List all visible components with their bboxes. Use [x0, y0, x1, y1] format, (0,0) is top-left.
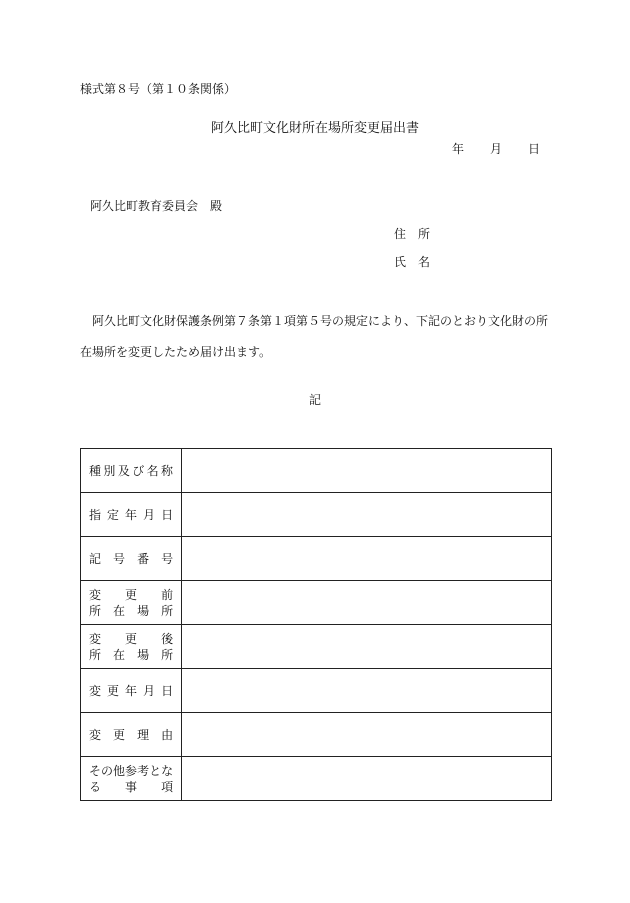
row-label-char: 別 — [103, 463, 116, 478]
row-label-char: 指 — [89, 507, 102, 522]
row-label-line — [89, 683, 173, 699]
applicant-name-label: 氏 名 — [394, 255, 431, 269]
row-label-char: 項 — [161, 779, 174, 794]
row-label-char: 月 — [143, 507, 156, 522]
form-number: 様式第８号（第１０条関係） — [80, 82, 237, 96]
row-label-char: 考 — [137, 763, 150, 778]
row-label-char: 場 — [137, 647, 150, 662]
row-label-char: そ — [89, 763, 102, 778]
row-label-char: 日 — [161, 507, 174, 522]
applicant-address-label: 住 所 — [394, 227, 431, 241]
date-day-label: 日 — [528, 142, 541, 156]
row-label-char: 称 — [161, 463, 174, 478]
row-value-field[interactable] — [182, 449, 552, 493]
row-label-char: 所 — [89, 603, 102, 618]
row-label-char: 年 — [125, 683, 138, 698]
row-label — [81, 493, 182, 537]
notification-body — [80, 306, 550, 368]
row-label-char: 在 — [113, 603, 126, 618]
row-label-char: 記 — [89, 551, 102, 566]
row-label-char: と — [149, 763, 162, 778]
row-label-char: 場 — [137, 603, 150, 618]
row-label-char: な — [161, 763, 174, 778]
row-label-char: 変 — [89, 631, 102, 646]
row-value-field[interactable] — [182, 669, 552, 713]
row-label — [81, 581, 182, 625]
row-label — [81, 449, 182, 493]
row-label-line — [89, 779, 173, 795]
row-label-line — [89, 603, 173, 619]
row-label-char: 更 — [125, 631, 138, 646]
date-month-label: 月 — [490, 142, 503, 156]
row-label — [81, 713, 182, 757]
row-label-line — [89, 727, 173, 743]
table-row — [81, 537, 552, 581]
row-value-field[interactable] — [182, 537, 552, 581]
row-label-line — [89, 631, 173, 647]
row-label-char: 前 — [161, 587, 174, 602]
row-label-char: 名 — [146, 463, 159, 478]
row-value-field[interactable] — [182, 713, 552, 757]
row-value-field[interactable] — [182, 625, 552, 669]
row-label — [81, 757, 182, 801]
row-label-char: る — [89, 779, 102, 794]
row-label-line — [89, 463, 173, 479]
row-label-line — [89, 507, 173, 523]
row-label-line — [89, 647, 173, 663]
date-line — [452, 140, 540, 157]
row-value-field[interactable] — [182, 493, 552, 537]
table-row — [81, 449, 552, 493]
row-label-line — [89, 587, 173, 603]
table-row — [81, 713, 552, 757]
row-label — [81, 537, 182, 581]
ki-heading: 記 — [308, 393, 321, 407]
table-row — [81, 625, 552, 669]
row-label-char: 番 — [137, 551, 150, 566]
row-label-char: 所 — [161, 647, 174, 662]
row-label — [81, 669, 182, 713]
row-label-char: び — [132, 463, 145, 478]
row-label-char: 在 — [113, 647, 126, 662]
date-year-label: 年 — [452, 142, 465, 156]
row-label-char: 他 — [113, 763, 126, 778]
row-label-char: 変 — [89, 587, 102, 602]
table-row — [81, 669, 552, 713]
table-row — [81, 757, 552, 801]
record-table — [80, 448, 552, 801]
row-label-char: 後 — [161, 631, 174, 646]
table-row — [81, 581, 552, 625]
row-label-char: 及 — [117, 463, 130, 478]
row-label-char: 所 — [161, 603, 174, 618]
row-label-char: 年 — [125, 507, 138, 522]
row-label-char: 更 — [113, 727, 126, 742]
row-label-char: 由 — [161, 727, 174, 742]
row-label-char: 種 — [89, 463, 102, 478]
table-row — [81, 493, 552, 537]
row-label-char: 参 — [125, 763, 138, 778]
row-label-line — [89, 763, 173, 779]
row-label-char: 変 — [89, 727, 102, 742]
document-title: 阿久比町文化財所在場所変更届出書 — [210, 121, 419, 136]
row-label-char: の — [101, 763, 114, 778]
row-label-char: 日 — [161, 683, 174, 698]
row-label-char: 定 — [107, 507, 120, 522]
row-label-char: 変 — [89, 683, 102, 698]
row-label-char: 号 — [113, 551, 126, 566]
row-label-char: 月 — [143, 683, 156, 698]
row-value-field[interactable] — [182, 757, 552, 801]
row-label-char: 号 — [161, 551, 174, 566]
row-label — [81, 625, 182, 669]
row-label-char: 理 — [137, 727, 150, 742]
row-label-line — [89, 551, 173, 567]
notification-body-text: 阿久比町文化財保護条例第７条第１項第５号の規定により、下記のとおり文化財の所在場所を変更したため届け出ます。 — [80, 314, 549, 359]
addressee: 阿久比町教育委員会 殿 — [90, 199, 223, 213]
row-label-char: 更 — [125, 587, 138, 602]
row-label-char: 所 — [89, 647, 102, 662]
row-label-char: 事 — [125, 779, 138, 794]
row-label-char: 更 — [107, 683, 120, 698]
row-value-field[interactable] — [182, 581, 552, 625]
